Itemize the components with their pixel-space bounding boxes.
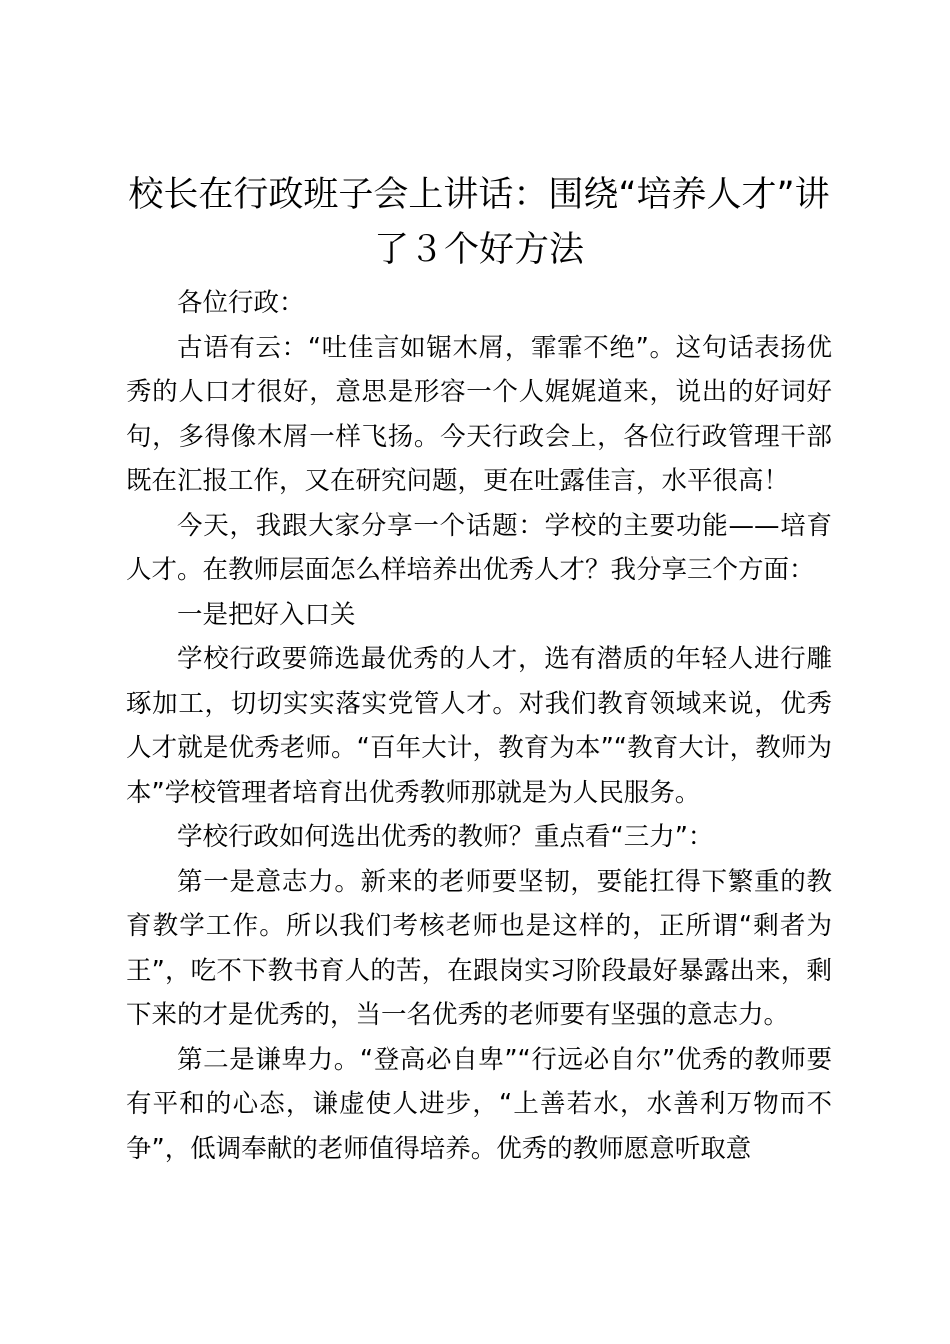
- paragraph: 学校行政如何选出优秀的教师？重点看“三力”：: [177, 822, 714, 852]
- document-body: [126, 281, 832, 1171]
- paragraph: 第一是意志力。新来的老师要坚韧，要能扛得下繁重的教育教学工作。所以我们考核老师也是这样的，正所谓“剩者为王”，吃不下教书育人的苦，在跟岗实习阶段最好暴露出来，剩下来的才是优秀的，当一名优秀的老师要有坚强的意志力。: [126, 866, 832, 1030]
- paragraph: 今天，我跟大家分享一个话题：学校的主要功能——培育人才。在教师层面怎么样培养出优秀人才？我分享三个方面：: [126, 510, 832, 585]
- title-block: [126, 168, 832, 278]
- paragraph: 古语有云：“吐佳言如锯木屑，霏霏不绝”。这句话表扬优秀的人口才很好，意思是形容一个人娓娓道来，说出的好词好句，多得像木屑一样飞扬。今天行政会上，各位行政管理干部既在汇报工作，又在研究问题，更在吐露佳言，水平很高！: [126, 332, 832, 496]
- paragraph: 第二是谦卑力。“登高必自卑”“行远必自尔”优秀的教师要有平和的心态，谦虚使人进步，“上善若水，水善利万物而不争”，低调奉献的老师值得培养。优秀的教师愿意听取意: [126, 1044, 832, 1164]
- document-title: 校长在行政班子会上讲话：围绕“培养人才”讲了３个好方法: [128, 175, 830, 270]
- section-heading: 一是把好入口关: [177, 599, 356, 630]
- document-page: [126, 168, 832, 1171]
- paragraph: 学校行政要筛选最优秀的人才，选有潜质的年轻人进行雕琢加工，切切实实落实党管人才。对我们教育领域来说，优秀人才就是优秀老师。“百年大计，教育为本”“教育大计，教师为本”学校管理者培育出优秀教师那就是为人民服务。: [126, 644, 832, 808]
- paragraph-salutation: 各位行政：: [177, 288, 305, 318]
